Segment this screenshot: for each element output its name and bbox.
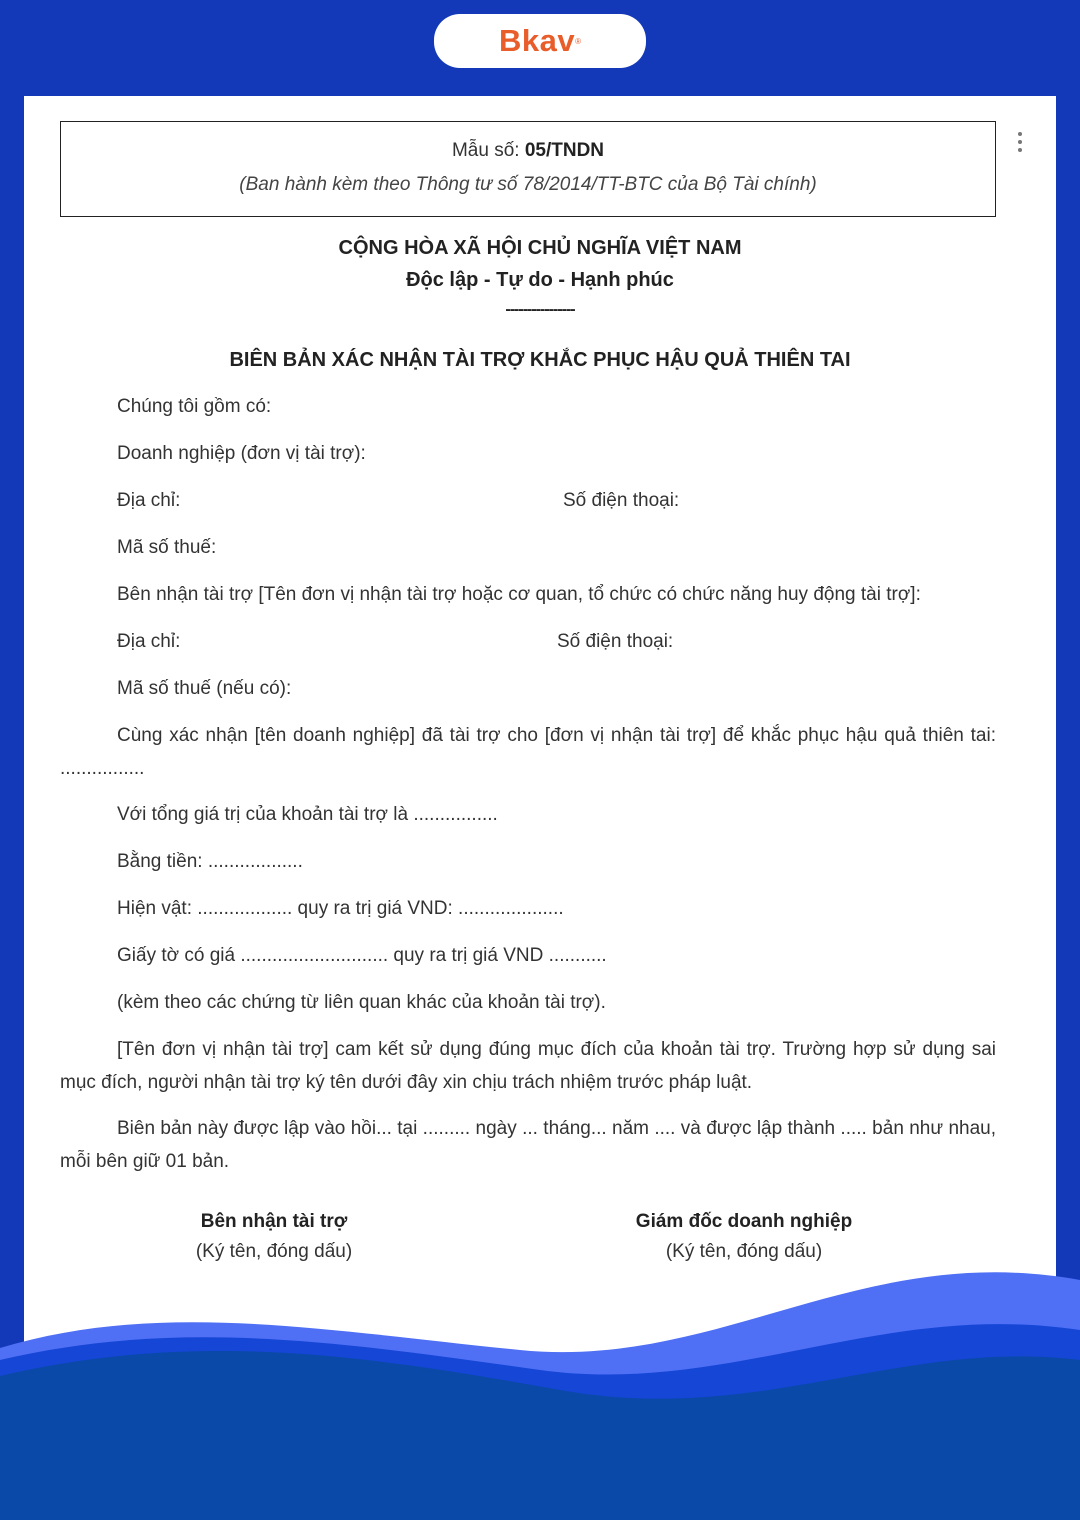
in-kind-line: Hiện vật: .................. quy ra trị giá VND: ....................	[117, 898, 564, 919]
valuable-papers-line: Giấy tờ có giá ............................ quy ra trị giá VND ...........	[117, 945, 607, 966]
sponsor-tax-line: Mã số thuế:	[117, 537, 217, 558]
brand-tab	[434, 14, 646, 68]
document-page	[24, 96, 1056, 1386]
more-options-icon[interactable]	[1014, 132, 1026, 152]
brand-logo: Bkav	[498, 23, 576, 58]
form-number-value: 05/TNDN	[524, 140, 605, 161]
cash-line: Bằng tiền: ..................	[117, 851, 303, 872]
registered-mark: ®	[575, 36, 581, 46]
recipient-tax-line: Mã số thuế (nếu có):	[117, 678, 292, 699]
form-legal-basis: (Ban hành kèm theo Thông tư số 78/2014/TT-BTC của Bộ Tài chính)	[239, 174, 817, 195]
sponsor-line: Doanh nghiệp (đơn vị tài trợ):	[117, 443, 366, 464]
national-name: CỘNG HÒA XÃ HỘI CHỦ NGHĨA VIỆT NAM	[338, 237, 742, 259]
recipient-phone-line: Số điện thoại:	[557, 631, 674, 652]
header-divider: ----------------	[505, 301, 575, 318]
form-header-box	[60, 121, 996, 217]
recipient-address-line: Địa chỉ:	[117, 631, 181, 652]
attached-docs-line: (kèm theo các chứng từ liên quan khác của khoản tài trợ).	[117, 992, 606, 1013]
sponsor-phone-line: Số điện thoại:	[563, 490, 680, 511]
recipient-signature-note: (Ký tên, đóng dấu)	[195, 1241, 353, 1262]
director-signature-title: Giám đốc doanh nghiệp	[635, 1211, 853, 1232]
decorative-wave	[0, 1220, 1080, 1520]
sponsor-address-line: Địa chỉ:	[117, 490, 181, 511]
recipient-signature-title: Bên nhận tài trợ	[200, 1211, 348, 1232]
commitment-paragraph: [Tên đơn vị nhận tài trợ] cam kết sử dụng đúng mục đích của khoản tài trợ. Trường hợp sử dụng sai mục đích, người nhận tài trợ ký tên dưới đây xin chịu trách nhiệm trước pháp luật.	[60, 1039, 996, 1093]
made-at-paragraph: Biên bản này được lập vào hồi... tại ......... ngày ... tháng... năm .... và được lập thành ..... bản như nhau, mỗi bên giữ 01 bản.	[60, 1118, 996, 1172]
form-number-label: Mẫu số:	[451, 140, 520, 161]
form-number	[61, 140, 995, 162]
national-motto: Độc lập - Tự do - Hạnh phúc	[406, 269, 674, 291]
total-value-line: Với tổng giá trị của khoản tài trợ là ................	[117, 804, 498, 825]
confirm-paragraph: Cùng xác nhận [tên doanh nghiệp] đã tài trợ cho [đơn vị nhận tài trợ] để khắc phục hậu quả thiên tai: ................	[60, 725, 996, 779]
director-signature-note: (Ký tên, đóng dấu)	[665, 1241, 823, 1262]
recipient-line: Bên nhận tài trợ [Tên đơn vị nhận tài trợ hoặc cơ quan, tổ chức có chức năng huy động tài trợ]:	[117, 584, 921, 605]
document-title: BIÊN BẢN XÁC NHẬN TÀI TRỢ KHẮC PHỤC HẬU QUẢ THIÊN TAI	[229, 349, 851, 371]
members-line: Chúng tôi gồm có:	[117, 396, 272, 417]
